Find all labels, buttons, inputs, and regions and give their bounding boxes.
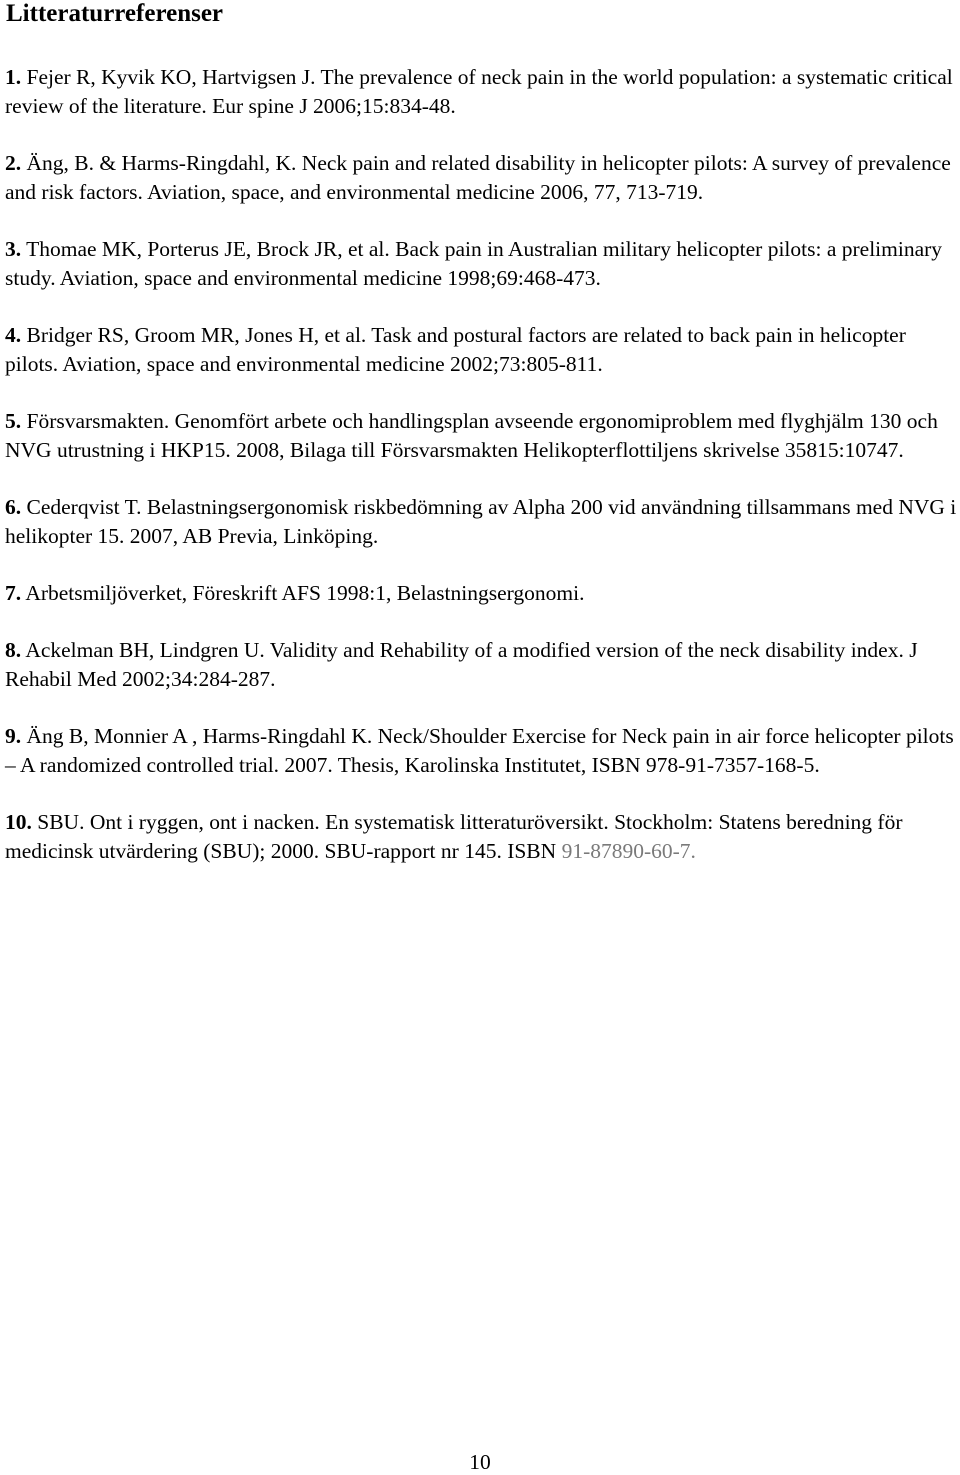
reference-item [5, 493, 960, 551]
reference-text: Thomae MK, Porterus JE, Brock JR, et al. Back pain in Australian military helicopter pilots: a preliminary study. Aviation, space and environmental medicine 1998;69:468-473. [5, 237, 943, 290]
reference-text: Bridger RS, Groom MR, Jones H, et al. Task and postural factors are related to back pain in helicopter pilots. Aviation, space and environmental medicine 2002;73:805-811. [5, 323, 906, 376]
reference-item [5, 407, 960, 465]
page-number: 10 [469, 1450, 491, 1474]
reference-item [5, 808, 960, 866]
reference-number: 3. [5, 237, 22, 261]
reference-item [5, 321, 960, 379]
reference-number: 2. [5, 151, 22, 175]
reference-item [5, 235, 960, 293]
page-title: Litteraturreferenser [6, 0, 224, 27]
reference-text: Ackelman BH, Lindgren U. Validity and Rehability of a modified version of the neck disability index. J Rehabil Med 2002;34:284-287. [5, 638, 918, 691]
reference-item [5, 63, 960, 121]
reference-item [5, 722, 960, 780]
reference-text: SBU. Ont i ryggen, ont i nacken. En systematisk litteraturöversikt. Stockholm: Statens beredning för medicinsk utvärdering (SBU); 2000. SBU-rapport nr 145. ISBN [5, 810, 903, 863]
reference-number: 8. [5, 638, 22, 662]
reference-number: 6. [5, 495, 22, 519]
reference-list [5, 63, 960, 894]
reference-text: Äng B, Monnier A , Harms-Ringdahl K. Neck/Shoulder Exercise for Neck pain in air force helicopter pilots – A randomized controlled trial. 2007. Thesis, Karolinska Institutet, ISBN 978-91-7357-168-5. [5, 724, 954, 777]
reference-text: Fejer R, Kyvik KO, Hartvigsen J. The prevalence of neck pain in the world population: a systematic critical review of the literature. Eur spine J 2006;15:834-48. [5, 65, 953, 118]
reference-number: 1. [5, 65, 22, 89]
reference-item [5, 579, 960, 608]
reference-text: Försvarsmakten. Genomfört arbete och handlingsplan avseende ergonomiproblem med flyghjälm 130 och NVG utrustning i HKP15. 2008, Bilaga till Försvarsmakten Helikopterflottiljens skrivelse 35815:10747. [5, 409, 938, 462]
reference-isbn: 91-87890-60-7. [556, 839, 696, 863]
reference-number: 4. [5, 323, 22, 347]
reference-text: Arbetsmiljöverket, Föreskrift AFS 1998:1, Belastningsergonomi. [21, 581, 585, 605]
reference-item [5, 636, 960, 694]
reference-text: Cederqvist T. Belastningsergonomisk riskbedömning av Alpha 200 vid användning tillsammans med NVG i helikopter 15. 2007, AB Previa, Linköping. [5, 495, 957, 548]
reference-number: 5. [5, 409, 22, 433]
reference-number: 10. [5, 810, 32, 834]
reference-item [5, 149, 960, 207]
reference-number: 9. [5, 724, 22, 748]
reference-number: 7. [5, 581, 22, 605]
reference-text: Äng, B. & Harms-Ringdahl, K. Neck pain and related disability in helicopter pilots: A survey of prevalence and risk factors. Aviation, space, and environmental medicine 2006, 77, 713-719. [5, 151, 951, 204]
